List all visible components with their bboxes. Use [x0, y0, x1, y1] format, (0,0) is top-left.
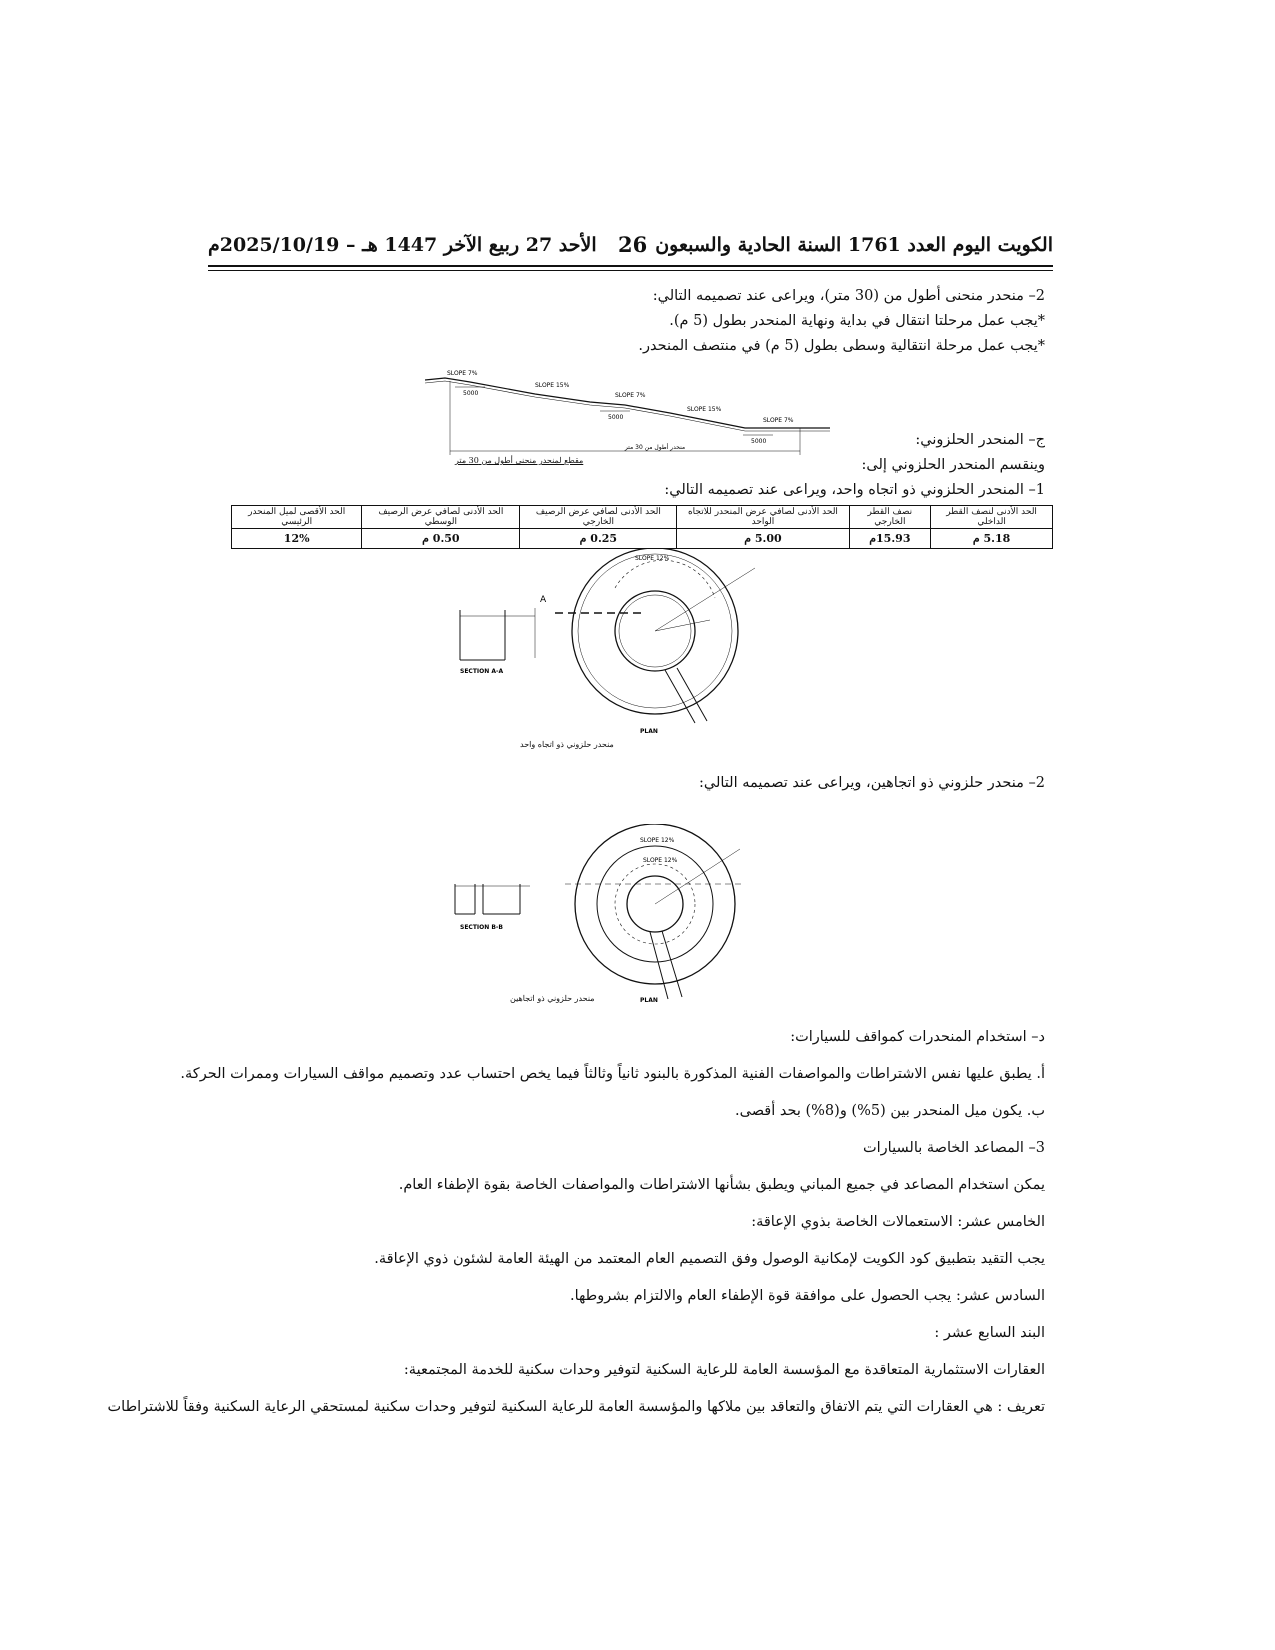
dim-label-1: 5000: [463, 390, 479, 397]
outer-slope-label: SLOPE 12%: [640, 837, 675, 844]
table-header-cell: الحد الأقصى لميل المنحدر الرئيسي: [232, 506, 362, 529]
two-way-caption: منحدر حلزوني ذو اتجاهين: [510, 994, 595, 1003]
spiral-two-way-heading: 2– منحدر حلزوني ذو اتجاهين، ويراعى عند تصميمه التالي:: [699, 775, 1045, 791]
inner-slope-label: SLOPE 12%: [643, 857, 678, 864]
page-number: 26: [618, 232, 648, 257]
table-cell: 5.00 م: [677, 529, 849, 549]
two-way-spiral-figure: [450, 824, 810, 1014]
table-cell: 5.18 م: [931, 529, 1053, 549]
one-way-spiral-figure: [455, 548, 815, 753]
spiral-ramp-intro: وينقسم المنحدر الحلزوني إلى:: [861, 457, 1045, 473]
table-header-cell: الحد الأدنى لصافي عرض المنحدر للاتجاه الواحد: [677, 506, 849, 529]
table-header-row: [232, 506, 1053, 529]
elevators-body: يمكن استخدام المصاعد في جميع المباني ويطبق بشأنها الاشتراطات والمواصفات الخاصة بقوة الإطفاء العام.: [398, 1177, 1045, 1193]
issue-date: الأحد 27 ربيع الآخر 1447 هـ – 2025/10/19م: [208, 234, 597, 256]
dim-label-2: 5000: [608, 414, 624, 421]
parking-item-b: ب. يكون ميل المنحدر بين (5%) و(8%) بحد أقصى.: [735, 1103, 1045, 1119]
section-16-text: السادس عشر: يجب الحصول على موافقة قوة الإطفاء العام والالتزام بشروطها.: [569, 1288, 1045, 1304]
parking-item-a: أ. يطبق عليها نفس الاشتراطات والمواصفات الفنية المذكورة بالبنود ثانياً وثالثاً فيما يخص احتساب عدد وتصميم مواقف السيارات وممرات الحركة.: [180, 1066, 1045, 1082]
header-rule-thick: [208, 265, 1053, 267]
plan-slope-label: SLOPE 12%: [635, 555, 670, 562]
curved-ramp-item-2: *يجب عمل مرحلة انتقالية وسطى بطول (5 م) في منتصف المنحدر.: [638, 338, 1045, 354]
table-header-cell: الحد الأدنى لصافي عرض الرصيف الوسطي: [362, 506, 520, 529]
section-15-body: يجب التقيد بتطبيق كود الكويت لإمكانية الوصول وفق التصميم العام المعتمد من الهيئة العامة لشئون ذوي الإعاقة.: [374, 1251, 1045, 1267]
section-17-definition: تعريف : هي العقارات التي يتم الاتفاق والتعاقد بين ملاكها والمؤسسة العامة للرعاية السكنية لتوفير وحدات سكنية لمستحقي الرعاية السكنية وفقاً للاشتراطات: [107, 1399, 1045, 1415]
elevators-heading: 3– المصاعد الخاصة بالسيارات: [863, 1140, 1045, 1156]
section-17-heading: البند السابع عشر :: [934, 1325, 1045, 1341]
length-note: منحدر أطول من 30 متر: [624, 444, 686, 451]
table-header-cell: الحد الأدنى لصافي عرض الرصيف الخارجي: [520, 506, 677, 529]
slope-label-2: SLOPE 15%: [535, 382, 570, 389]
spiral-one-way-heading: 1– المنحدر الحلزوني ذو اتجاه واحد، ويراعى عند تصميمه التالي:: [664, 482, 1045, 498]
slope-label-5: SLOPE 7%: [763, 417, 794, 424]
table-cell: 12%: [232, 529, 362, 549]
page-header: [208, 230, 1053, 270]
gazette-issue: الكويت اليوم العدد 1761 السنة الحادية والسبعون: [655, 234, 1053, 256]
slope-label-3: SLOPE 7%: [615, 392, 646, 399]
curved-ramp-item-1: *يجب عمل مرحلتا انتقال في بداية ونهاية المنحدر بطول (5 م).: [669, 313, 1045, 329]
curved-ramp-heading: 2– منحدر منحنى أطول من (30 متر)، ويراعى عند تصميمه التالي:: [652, 288, 1045, 304]
section-b-label: SECTION B-B: [460, 924, 503, 931]
parking-heading: د– استخدام المنحدرات كمواقف للسيارات:: [790, 1029, 1045, 1045]
table-header-cell: الحد الأدنى لنصف القطر الداخلي: [931, 506, 1053, 529]
ramp-profile-figure: [425, 365, 835, 470]
slope-label-4: SLOPE 15%: [687, 406, 722, 413]
header-rule-thin: [208, 270, 1053, 271]
one-way-caption: منحدر حلزوني ذو اتجاه واحد: [520, 740, 614, 749]
table-cell: 15.93م: [849, 529, 931, 549]
marker-a: A: [540, 595, 547, 605]
plan-label: PLAN: [640, 728, 658, 735]
section-a-label: SECTION A-A: [460, 668, 504, 675]
section-17-subheading: العقارات الاستثمارية المتعاقدة مع المؤسسة العامة للرعاية السكنية لتوفير وحدات سكنية للخدمة المجتمعية:: [403, 1362, 1045, 1378]
spiral-spec-table: [231, 505, 1053, 549]
table-cell: 0.50 م: [362, 529, 520, 549]
table-cell: 0.25 م: [520, 529, 677, 549]
plan-label-2: PLAN: [640, 997, 658, 1004]
table-row: [232, 529, 1053, 549]
section-15-heading: الخامس عشر: الاستعمالات الخاصة بذوي الإعاقة:: [751, 1214, 1045, 1230]
profile-caption: مقطع لمنحدر منحنى أطول من 30 متر: [455, 456, 584, 465]
spiral-ramp-heading: ج– المنحدر الحلزوني:: [915, 432, 1045, 448]
slope-label-1: SLOPE 7%: [447, 370, 478, 377]
dim-label-3: 5000: [751, 438, 767, 445]
table-header-cell: نصف القطر الخارجي: [849, 506, 931, 529]
